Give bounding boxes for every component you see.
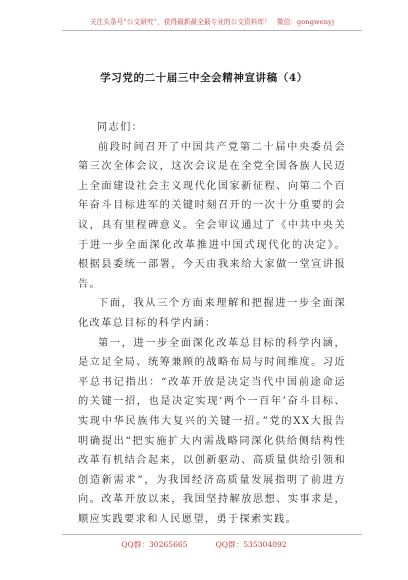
body-paragraph: 第一，进一步全面深化改革总目标的科学内涵，是立足全局、统筹兼顾的战略布局与时间维度。习近平总书记指出：“改革开放是决定当代中国前途命运的关键一招，也是决定实现‘两个一百年’奋斗目标、实现中华民族伟大复兴的关键一招。”党的XX大报告明确提出“把实施扩大内需战略同深化供给侧结构性改革有机结合起来，以创新驱动、高质量供给引领和创造新需求”，为我国经济高质量发展指明了前进方向。改革开放以来，我国坚持解放思想、实事求是，顺应实践要求和人民愿望，勇于探索实践。 bbox=[78, 337, 346, 525]
footer bbox=[0, 537, 408, 551]
document-body bbox=[78, 118, 346, 525]
qq-group-2: QQ群：535304092 bbox=[215, 539, 287, 549]
body-paragraph: 前段时间召开了中国共产党第二十届中央委员会第三次全体会议，这次会议是在全党全国各族人民迈上全面建设社会主义现代化国家新征程、向第二个百年奋斗目标进军的关键时刻召开的一次十分重要的会议，具有里程碑意义。全会审议通过了《中共中央关于进一步全面深化改革推进中国式现代化的决定》。根据县委统一部署，今天由我来给大家做一堂宣讲报告。 bbox=[78, 141, 346, 290]
header-divider bbox=[62, 30, 362, 31]
wechat-id: 微信：gongwenyj bbox=[276, 18, 335, 26]
footer-divider bbox=[62, 534, 362, 535]
promo-text: 关注头条号“公文研究”，获得最新最全最专业的公文资料库！ bbox=[89, 18, 271, 26]
header-banner bbox=[62, 14, 362, 28]
document-title: 学习党的二十届三中全会精神宣讲稿（4） bbox=[100, 72, 308, 84]
salutation: 同志们： bbox=[97, 122, 144, 133]
body-paragraph: 下面，我从三个方面来理解和把握进一步全面深化改革总目标的科学内涵： bbox=[78, 298, 346, 329]
qq-group-1: QQ群：30265665 bbox=[121, 539, 188, 549]
